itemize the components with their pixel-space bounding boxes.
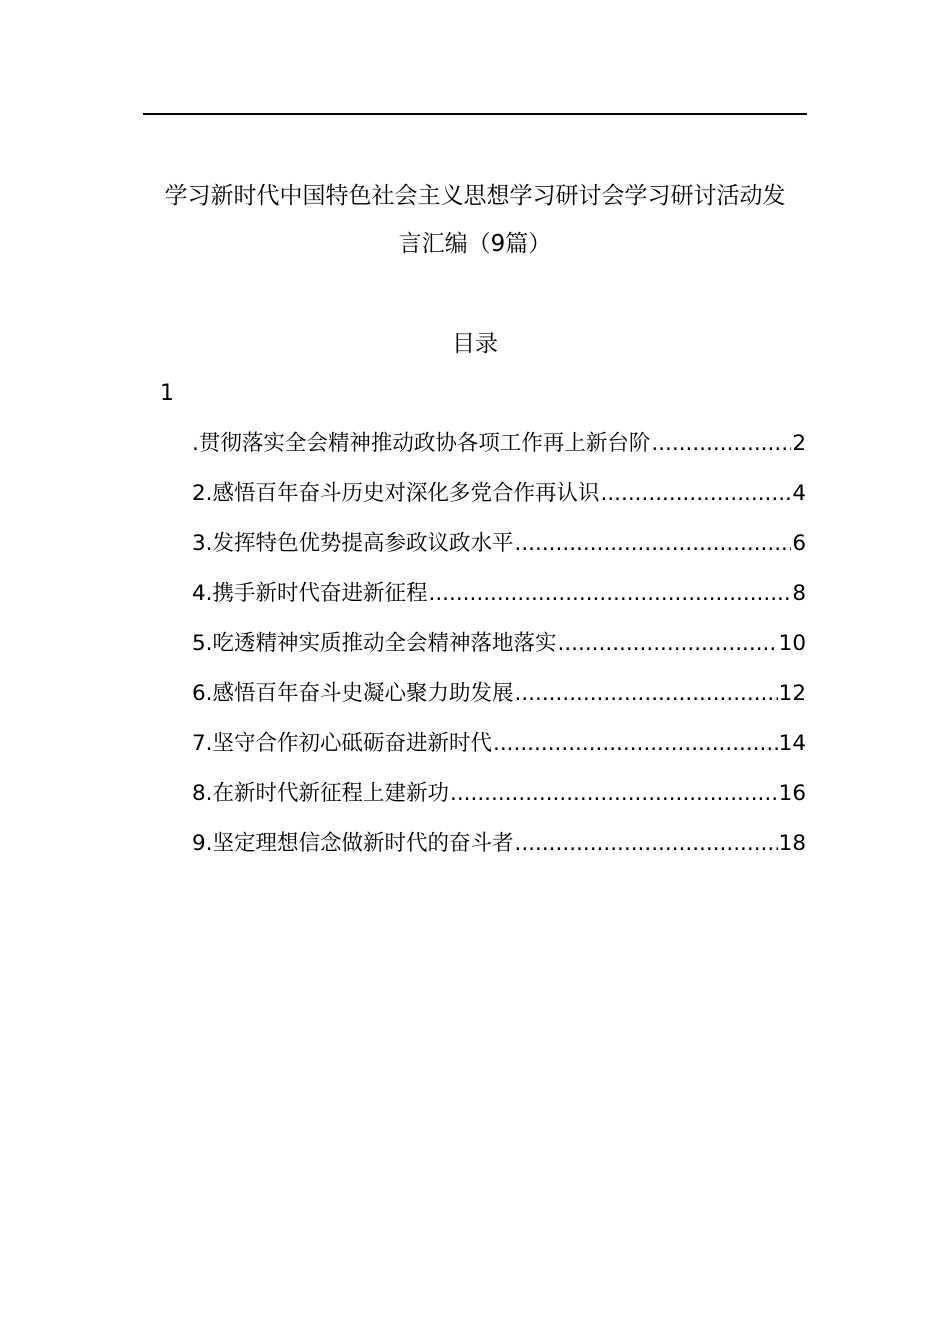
toc-entry[interactable]: [192, 424, 806, 474]
toc-entry-title: 4.携手新时代奋进新征程: [192, 581, 428, 606]
header-rule: [143, 113, 807, 115]
toc-entry[interactable]: [192, 774, 806, 824]
toc-entry[interactable]: [192, 574, 806, 624]
toc-dot-leader: [558, 624, 778, 664]
toc-heading: 目录: [452, 331, 498, 357]
toc-entry-page: 14: [778, 731, 806, 756]
toc-entry[interactable]: [192, 474, 806, 524]
toc-entry-title: 7.坚守合作初心砥砺奋进新时代: [192, 731, 493, 756]
toc-entry[interactable]: [192, 724, 806, 774]
toc-entry[interactable]: [192, 524, 806, 574]
toc-leading-number: 1: [160, 381, 174, 406]
toc-entry-page: 10: [778, 631, 806, 656]
toc-entry-page: 18: [778, 831, 806, 856]
toc-dot-leader: [429, 574, 792, 614]
toc-entry-page: 6: [792, 531, 806, 556]
toc-entry[interactable]: [192, 674, 806, 724]
document-title: [100, 172, 850, 268]
toc-entry-title: 5.吃透精神实质推动全会精神落地落实: [192, 631, 557, 656]
toc-entry-title: 9.坚定理想信念做新时代的奋斗者: [192, 831, 514, 856]
toc-entry-page: 2: [792, 431, 806, 456]
toc-entry-page: 4: [792, 481, 806, 506]
toc-dot-leader: [493, 724, 778, 764]
table-of-contents: [192, 424, 806, 874]
toc-entry-title: .贯彻落实全会精神推动政协各项工作再上新台阶: [192, 431, 651, 456]
toc-entry-title: 8.在新时代新征程上建新功: [192, 781, 450, 806]
toc-dot-leader: [450, 774, 778, 814]
document-title-line-2: 言汇编（9篇）: [398, 231, 552, 257]
toc-dot-leader: [515, 524, 792, 564]
toc-entry-page: 8: [792, 581, 806, 606]
toc-entry-page: 12: [778, 681, 806, 706]
toc-dot-leader: [515, 674, 778, 714]
document-title-line-1: 学习新时代中国特色社会主义思想学习研讨会学习研讨活动发: [164, 183, 786, 209]
toc-entry-title: 6.感悟百年奋斗史凝心聚力助发展: [192, 681, 514, 706]
toc-entry-title: 3.发挥特色优势提高参政议政水平: [192, 531, 514, 556]
toc-dot-leader: [515, 824, 778, 864]
toc-entry-title: 2.感悟百年奋斗历史对深化多党合作再认识: [192, 481, 600, 506]
toc-dot-leader: [601, 474, 792, 514]
toc-entry-page: 16: [778, 781, 806, 806]
toc-dot-leader: [651, 424, 791, 464]
toc-entry[interactable]: [192, 824, 806, 874]
toc-entry[interactable]: [192, 624, 806, 674]
